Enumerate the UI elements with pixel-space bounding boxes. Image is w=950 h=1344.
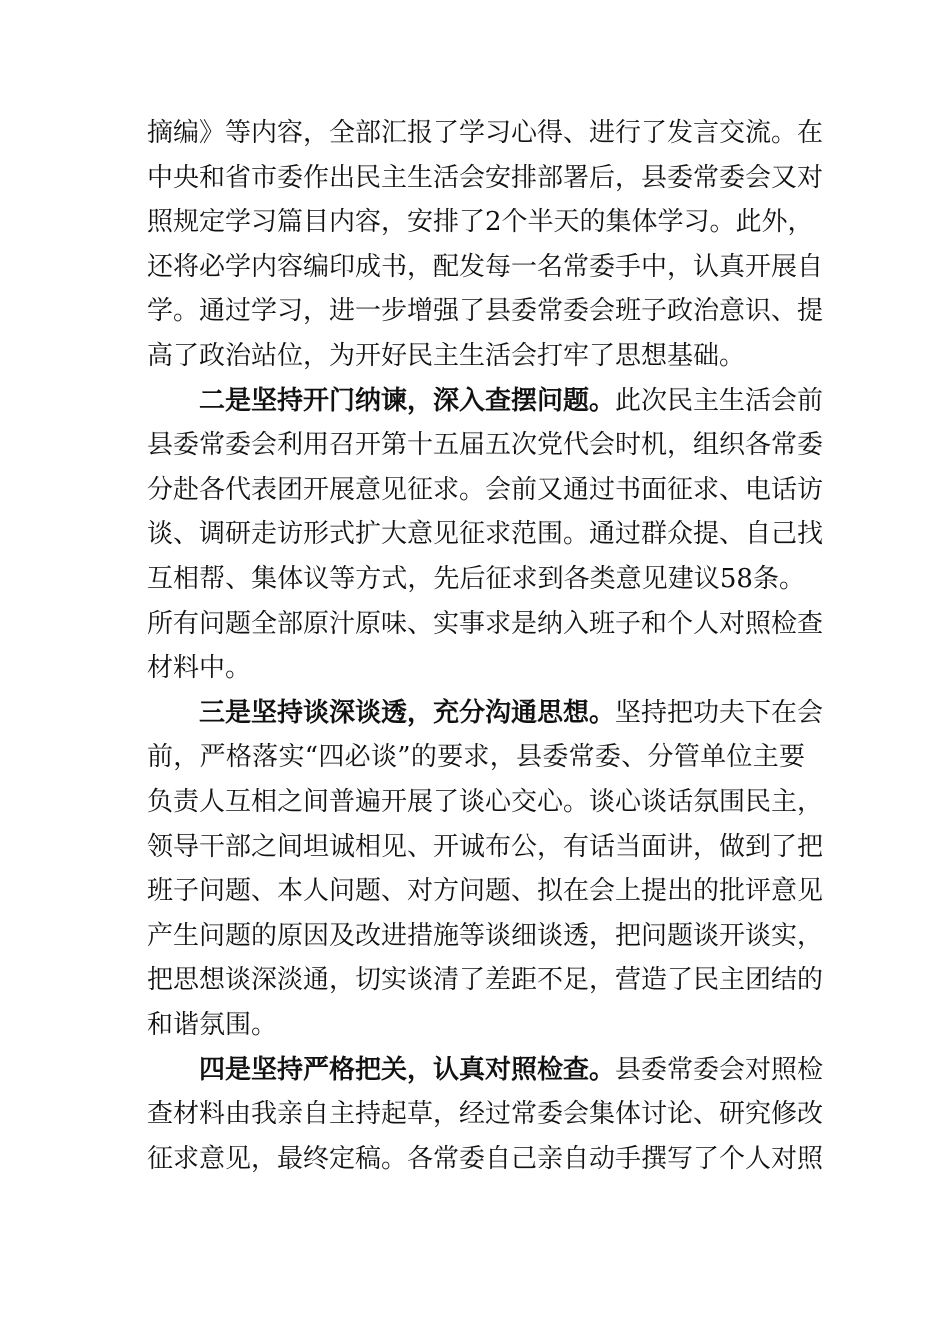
line-text: 照规定学习篇目内容，安排了2个半天的集体学习。此外， <box>147 207 814 238</box>
text-line <box>147 200 814 245</box>
text-line <box>147 1092 824 1137</box>
text-line <box>147 512 824 557</box>
text-line <box>147 423 824 468</box>
line-text: 高了政治站位，为开好民主生活会打牢了思想基础。 <box>147 341 746 371</box>
line-text: 学。通过学习，进一步增强了县委常委会班子政治意识、提 <box>147 296 824 327</box>
text-line <box>147 557 805 602</box>
text-line <box>147 780 824 825</box>
text-line <box>147 156 824 201</box>
text-line <box>147 289 824 334</box>
line-text: 前，严格落实“四必谈”的要求，县委常委、分管单位主要 <box>147 742 805 773</box>
line-text: 还将必学内容编印成书，配发每一名常委手中，认真开展自 <box>147 251 824 282</box>
line-text: 产生问题的原因及改进措施等谈细谈透，把问题谈开谈实， <box>147 920 824 951</box>
text-line <box>147 379 824 424</box>
text-line <box>147 1137 824 1182</box>
text-line <box>147 1003 805 1048</box>
text-line <box>147 111 824 156</box>
line-text: 分赴各代表团开展意见征求。会前又通过书面征求、电话访 <box>147 474 824 505</box>
paragraph-heading: 四是坚持严格把关，认真对照检查。 <box>199 1054 616 1085</box>
text-line <box>147 825 824 870</box>
line-text: 谈、调研走访形式扩大意见征求范围。通过群众提、自己找 <box>147 519 824 550</box>
text-line <box>147 1048 824 1093</box>
line-text: 中央和省市委作出民主生活会安排部署后，县委常委会又对 <box>147 162 824 193</box>
text-line <box>147 958 824 1003</box>
line-text: 材料中。 <box>147 653 252 684</box>
line-text: 征求意见，最终定稿。各常委自己亲自动手撰写了个人对照 <box>147 1143 824 1174</box>
text-line <box>147 691 824 736</box>
line-text: 此次民主生活会前 <box>615 385 824 416</box>
text-line <box>147 602 824 647</box>
line-text: 查材料由我亲自主持起草，经过常委会集体讨论、研究修改 <box>147 1099 824 1130</box>
text-line <box>147 245 824 290</box>
line-text: 和谐氛围。 <box>147 1010 278 1040</box>
line-text: 县委常委会对照检 <box>615 1054 824 1085</box>
text-line <box>147 646 805 691</box>
line-text: 县委常委会利用召开第十五届五次党代会时机，组织各常委 <box>147 430 824 461</box>
line-text: 坚持把功夫下在会 <box>615 697 824 728</box>
line-text: 把思想谈深淡通，切实谈清了差距不足，营造了民主团结的 <box>147 965 824 996</box>
line-text: 摘编》等内容，全部汇报了学习心得、进行了发言交流。在 <box>147 118 824 148</box>
paragraph-heading: 二是坚持开门纳谏，深入查摆问题。 <box>199 385 616 416</box>
line-text: 负责人互相之间普遍开展了谈心交心。谈心谈话氛围民主， <box>147 787 824 817</box>
text-line <box>147 334 805 379</box>
paragraph-heading: 三是坚持谈深谈透，充分沟通思想。 <box>199 697 616 728</box>
line-text: 班子问题、本人问题、对方问题、拟在会上提出的批评意见 <box>147 876 824 907</box>
text-line <box>147 869 824 914</box>
text-line <box>147 735 805 780</box>
text-line <box>147 468 824 513</box>
line-text: 领导干部之间坦诚相见、开诚布公，有话当面讲，做到了把 <box>147 831 824 862</box>
line-text: 互相帮、集体议等方式，先后征求到各类意见建议58条。 <box>147 564 805 594</box>
line-text: 所有问题全部原汁原味、实事求是纳入班子和个人对照检查 <box>147 608 824 639</box>
text-line <box>147 914 824 959</box>
